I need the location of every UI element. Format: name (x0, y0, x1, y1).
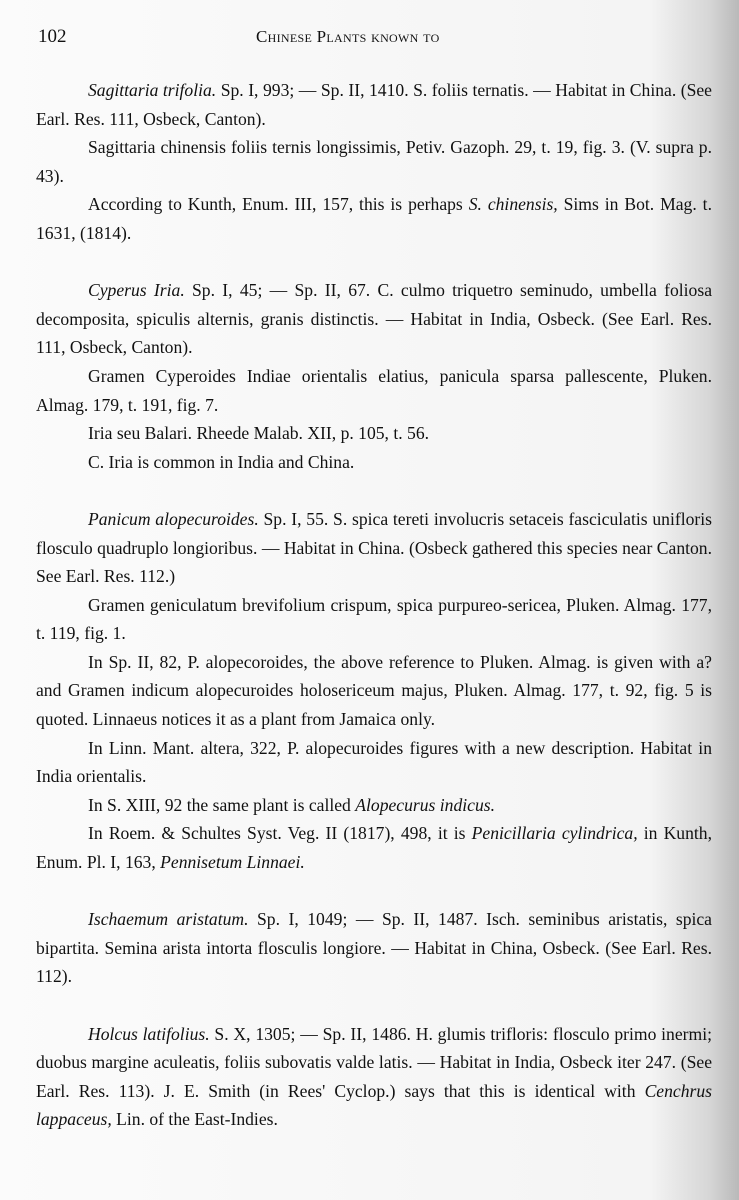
paragraph-text: Lin. of the East-Indies. (111, 1109, 278, 1130)
species-name: Sagittaria trifolia. (88, 80, 217, 100)
running-title: Chinese Plants known to (256, 27, 440, 46)
page-number: 102 (38, 26, 67, 47)
paragraph-text: Gramen geniculatum brevifolium crispum, spica purpureo-sericea, Pluken. Almag. 177, t. 119, fig. 1. (36, 594, 712, 644)
paragraph-text: Sp. I, 45; — Sp. II, 67. C. culmo triquetro seminudo, umbella foliosa decomposita, spiculis alternis, granis distinctis. — Habitat in India, Osbeck. (See Earl. Res. 111, Osbeck, Canton). (36, 280, 713, 358)
species-entry-sagittaria (36, 76, 712, 248)
paragraph-text: Sims in Bot. Mag. t. 1631, (1814). (36, 194, 712, 243)
paragraph-text: in Kunth, Enum. Pl. I, 163, (36, 823, 712, 873)
paragraph-text: Sp. I, 993; — Sp. II, 1410. S. foliis ternatis. — Habitat in China. (See Earl. Res. 111, Osbeck, Canton). (36, 80, 712, 129)
paragraph (36, 591, 712, 648)
paragraph (36, 133, 712, 190)
paragraph (36, 419, 712, 448)
paragraph-text: C. Iria is common in India and China. (88, 451, 355, 472)
paragraph-text: In S. XIII, 92 the same plant is called (88, 794, 356, 815)
paragraph (36, 648, 712, 734)
paragraph (36, 791, 712, 820)
paragraph (36, 734, 712, 791)
species-name: Cyperus Iria. (88, 280, 185, 301)
paragraph-text: According to Kunth, Enum. III, 157, this is perhaps (88, 194, 469, 215)
body-text (36, 76, 712, 1163)
species-name: Ischaemum aristatum. (88, 909, 249, 930)
paragraph-text: S. X, 1305; — Sp. II, 1486. H. glumis trifloris: flosculo primo inermi; duobus margine aculeatis, foliis subovatis valde latis. — Habitat in India, Osbeck iter 247. (See Earl. Res. 113). J. E. Smith (in Rees' Cyclop.) says that this is identical with (36, 1023, 712, 1101)
paragraph (36, 1020, 712, 1134)
page-header (38, 26, 709, 52)
italic-name: Penicillaria cylindrica, (471, 823, 638, 844)
paragraph-text: Sagittaria chinensis foliis ternis longissimis, Petiv. Gazoph. 29, t. 19, fig. 3. (V. supra p. 43). (36, 137, 712, 186)
paragraph (36, 276, 712, 362)
paragraph (36, 505, 712, 591)
species-entry-cyperus (36, 276, 712, 476)
species-entry-holcus (36, 1020, 712, 1134)
species-name: Panicum alopecuroides. (88, 508, 259, 529)
species-entry-ischaemum (36, 905, 712, 991)
paragraph (36, 448, 712, 477)
paragraph (36, 819, 712, 876)
paragraph-text: In Sp. II, 82, P. alopecoroides, the above reference to Pluken. Almag. is given with a? and Gramen indicum alopecuroides holosericeum majus, Pluken. Almag. 177, t. 92, fig. 5 is quoted. Linnaeus notices it as a plant from Jamaica only. (36, 651, 712, 730)
paragraph-text: In Linn. Mant. altera, 322, P. alopecuroides figures with a new description. Habitat in India orientalis. (36, 737, 712, 787)
paragraph (36, 362, 712, 419)
paragraph (36, 905, 712, 991)
paragraph-text: Sp. I, 1049; — Sp. II, 1487. Isch. seminibus aristatis, spica bipartita. Semina arista intorta flosculis longiore. — Habitat in China, Osbeck. (See Earl. Res. 112). (36, 909, 712, 987)
species-name: Holcus latifolius. (88, 1023, 210, 1044)
paragraph-text: Iria seu Balari. Rheede Malab. XII, p. 105, t. 56. (88, 423, 430, 444)
paragraph (36, 190, 712, 247)
paragraph-text: Sp. I, 55. S. spica tereti involucris setaceis fasciculatis unifloris flosculo quadruplo longioribus. — Habitat in China. (Osbeck gathered this species near Canton. See Earl. Res. 112.) (36, 508, 712, 587)
species-entry-panicum (36, 505, 712, 877)
italic-name: S. chinensis, (468, 194, 558, 215)
italic-name: Alopecurus indicus. (355, 794, 496, 815)
paragraph (36, 76, 712, 133)
italic-name: Pennisetum Linnaei. (160, 852, 305, 873)
italic-name: Cenchrus lappaceus, (36, 1080, 712, 1130)
paragraph-text: In Roem. & Schultes Syst. Veg. II (1817), 498, it is (88, 823, 472, 844)
paragraph-text: Gramen Cyperoides Indiae orientalis elatius, panicula sparsa pallescente, Pluken. Almag. 179, t. 191, fig. 7. (36, 365, 712, 415)
